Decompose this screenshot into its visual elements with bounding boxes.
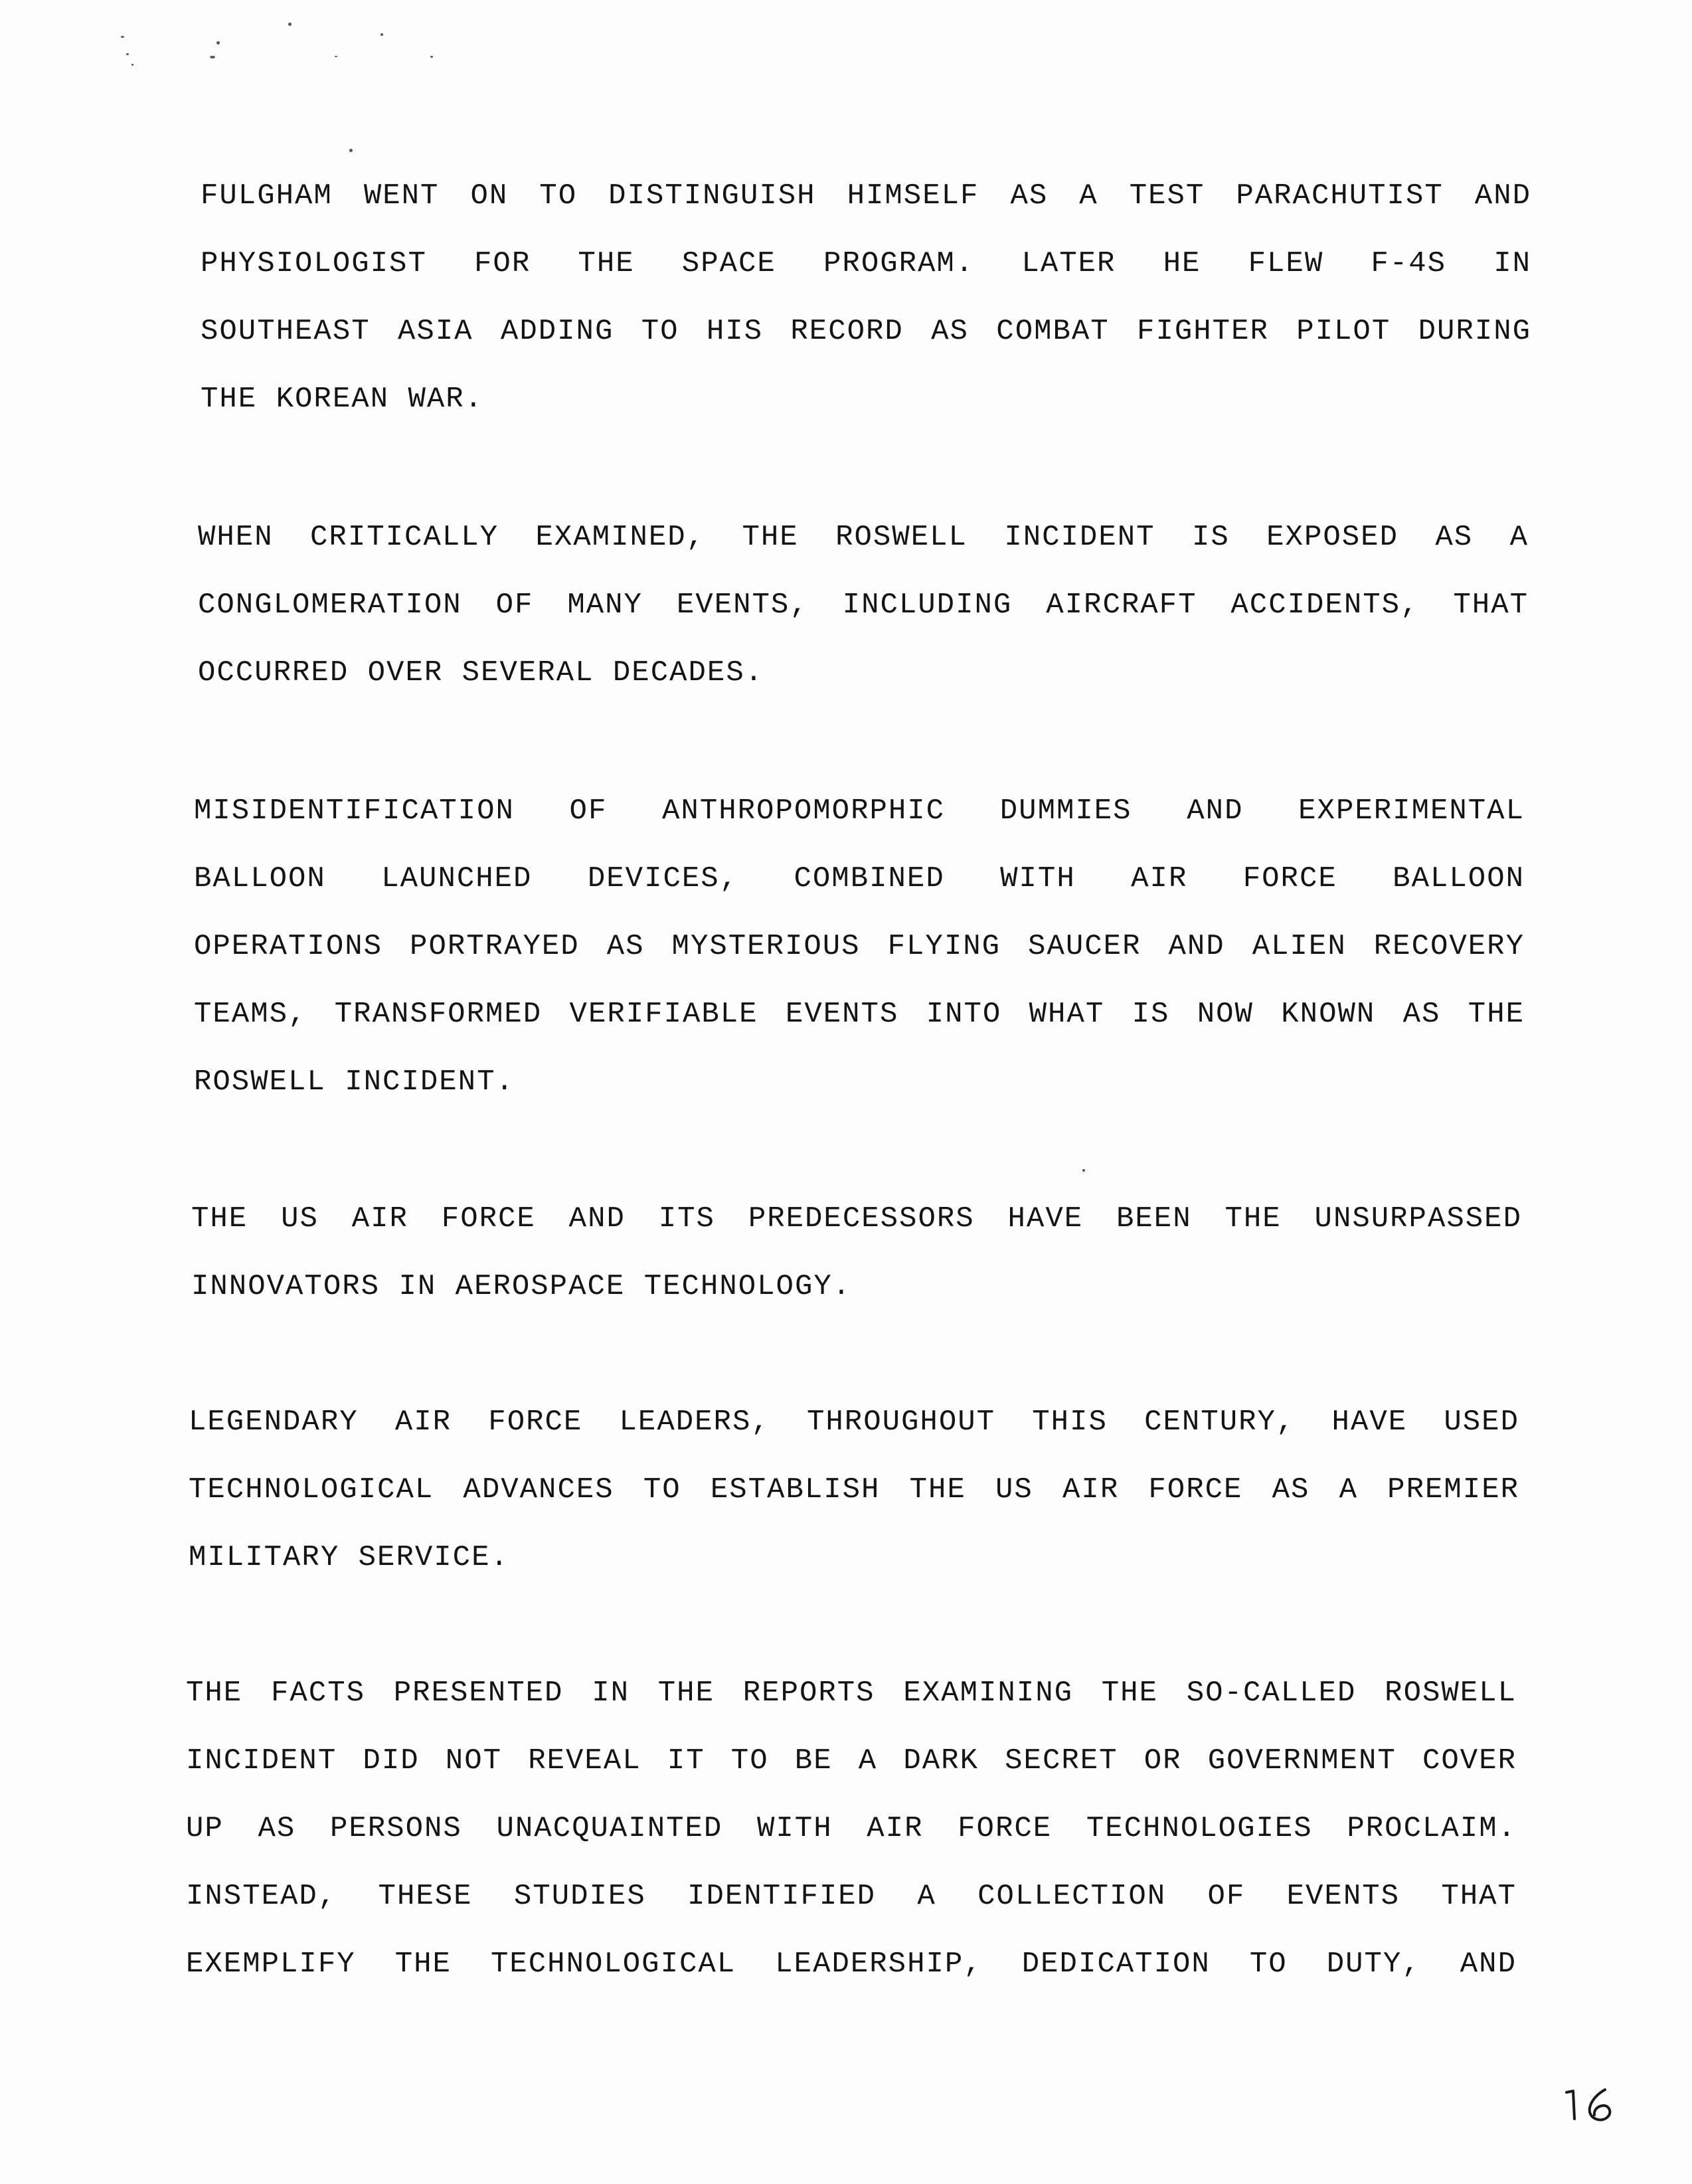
paragraph-6 <box>186 1659 1517 1998</box>
paragraph-1 <box>201 162 1531 433</box>
text-line: MISIDENTIFICATION OF ANTHROPOMORPHIC DUMMIES AND EXPERIMENTAL <box>194 794 1525 828</box>
scan-speck <box>121 36 124 38</box>
text-line: OCCURRED OVER SEVERAL DECADES. <box>198 656 764 689</box>
paragraph-3 <box>194 777 1525 1116</box>
text-line: TEAMS, TRANSFORMED VERIFIABLE EVENTS INTO WHAT IS NOW KNOWN AS THE <box>194 998 1525 1031</box>
text-line: TECHNOLOGICAL ADVANCES TO ESTABLISH THE US AIR FORCE AS A PREMIER <box>189 1473 1519 1506</box>
text-line: CONGLOMERATION OF MANY EVENTS, INCLUDING AIRCRAFT ACCIDENTS, THAT <box>198 589 1529 622</box>
scan-speck <box>430 56 433 58</box>
scan-speck <box>126 53 129 55</box>
paragraph-5 <box>189 1388 1519 1592</box>
text-line: MILITARY SERVICE. <box>189 1541 509 1574</box>
handwritten-page-number-drawing <box>1564 2084 1637 2131</box>
text-line: UP AS PERSONS UNACQUAINTED WITH AIR FORCE TECHNOLOGIES PROCLAIM. <box>186 1812 1517 1845</box>
scan-speck <box>335 56 337 57</box>
scan-speck <box>381 33 383 36</box>
text-line: INNOVATORS IN AEROSPACE TECHNOLOGY. <box>191 1270 852 1303</box>
text-line: THE FACTS PRESENTED IN THE REPORTS EXAMINING THE SO-CALLED ROSWELL <box>186 1677 1517 1710</box>
text-line: INSTEAD, THESE STUDIES IDENTIFIED A COLLECTION OF EVENTS THAT <box>186 1880 1517 1913</box>
paragraph-4 <box>191 1185 1522 1320</box>
text-line: PHYSIOLOGIST FOR THE SPACE PROGRAM. LATER HE FLEW F-4S IN <box>201 247 1531 280</box>
text-line: WHEN CRITICALLY EXAMINED, THE ROSWELL INCIDENT IS EXPOSED AS A <box>198 521 1529 554</box>
text-line: ROSWELL INCIDENT. <box>194 1065 515 1099</box>
scan-speck <box>216 41 220 45</box>
handwritten-page-number <box>1564 2084 1637 2131</box>
scan-speck <box>131 64 133 66</box>
text-line: THE KOREAN WAR. <box>201 383 484 416</box>
scan-speck <box>1082 1169 1085 1172</box>
text-line: FULGHAM WENT ON TO DISTINGUISH HIMSELF AS A TEST PARACHUTIST AND <box>201 179 1531 213</box>
text-line: INCIDENT DID NOT REVEAL IT TO BE A DARK SECRET OR GOVERNMENT COVER <box>186 1744 1517 1777</box>
text-line: SOUTHEAST ASIA ADDING TO HIS RECORD AS COMBAT FIGHTER PILOT DURING <box>201 315 1531 348</box>
scan-speck <box>210 56 215 58</box>
scan-speck <box>288 23 292 26</box>
text-line: OPERATIONS PORTRAYED AS MYSTERIOUS FLYING SAUCER AND ALIEN RECOVERY <box>194 930 1525 963</box>
text-line: EXEMPLIFY THE TECHNOLOGICAL LEADERSHIP, DEDICATION TO DUTY, AND <box>186 1948 1517 1981</box>
text-line: LEGENDARY AIR FORCE LEADERS, THROUGHOUT THIS CENTURY, HAVE USED <box>189 1406 1519 1439</box>
text-line: BALLOON LAUNCHED DEVICES, COMBINED WITH AIR FORCE BALLOON <box>194 862 1525 895</box>
scan-speck <box>349 149 353 152</box>
paragraph-2 <box>198 503 1529 707</box>
text-line: THE US AIR FORCE AND ITS PREDECESSORS HAVE BEEN THE UNSURPASSED <box>191 1202 1522 1235</box>
